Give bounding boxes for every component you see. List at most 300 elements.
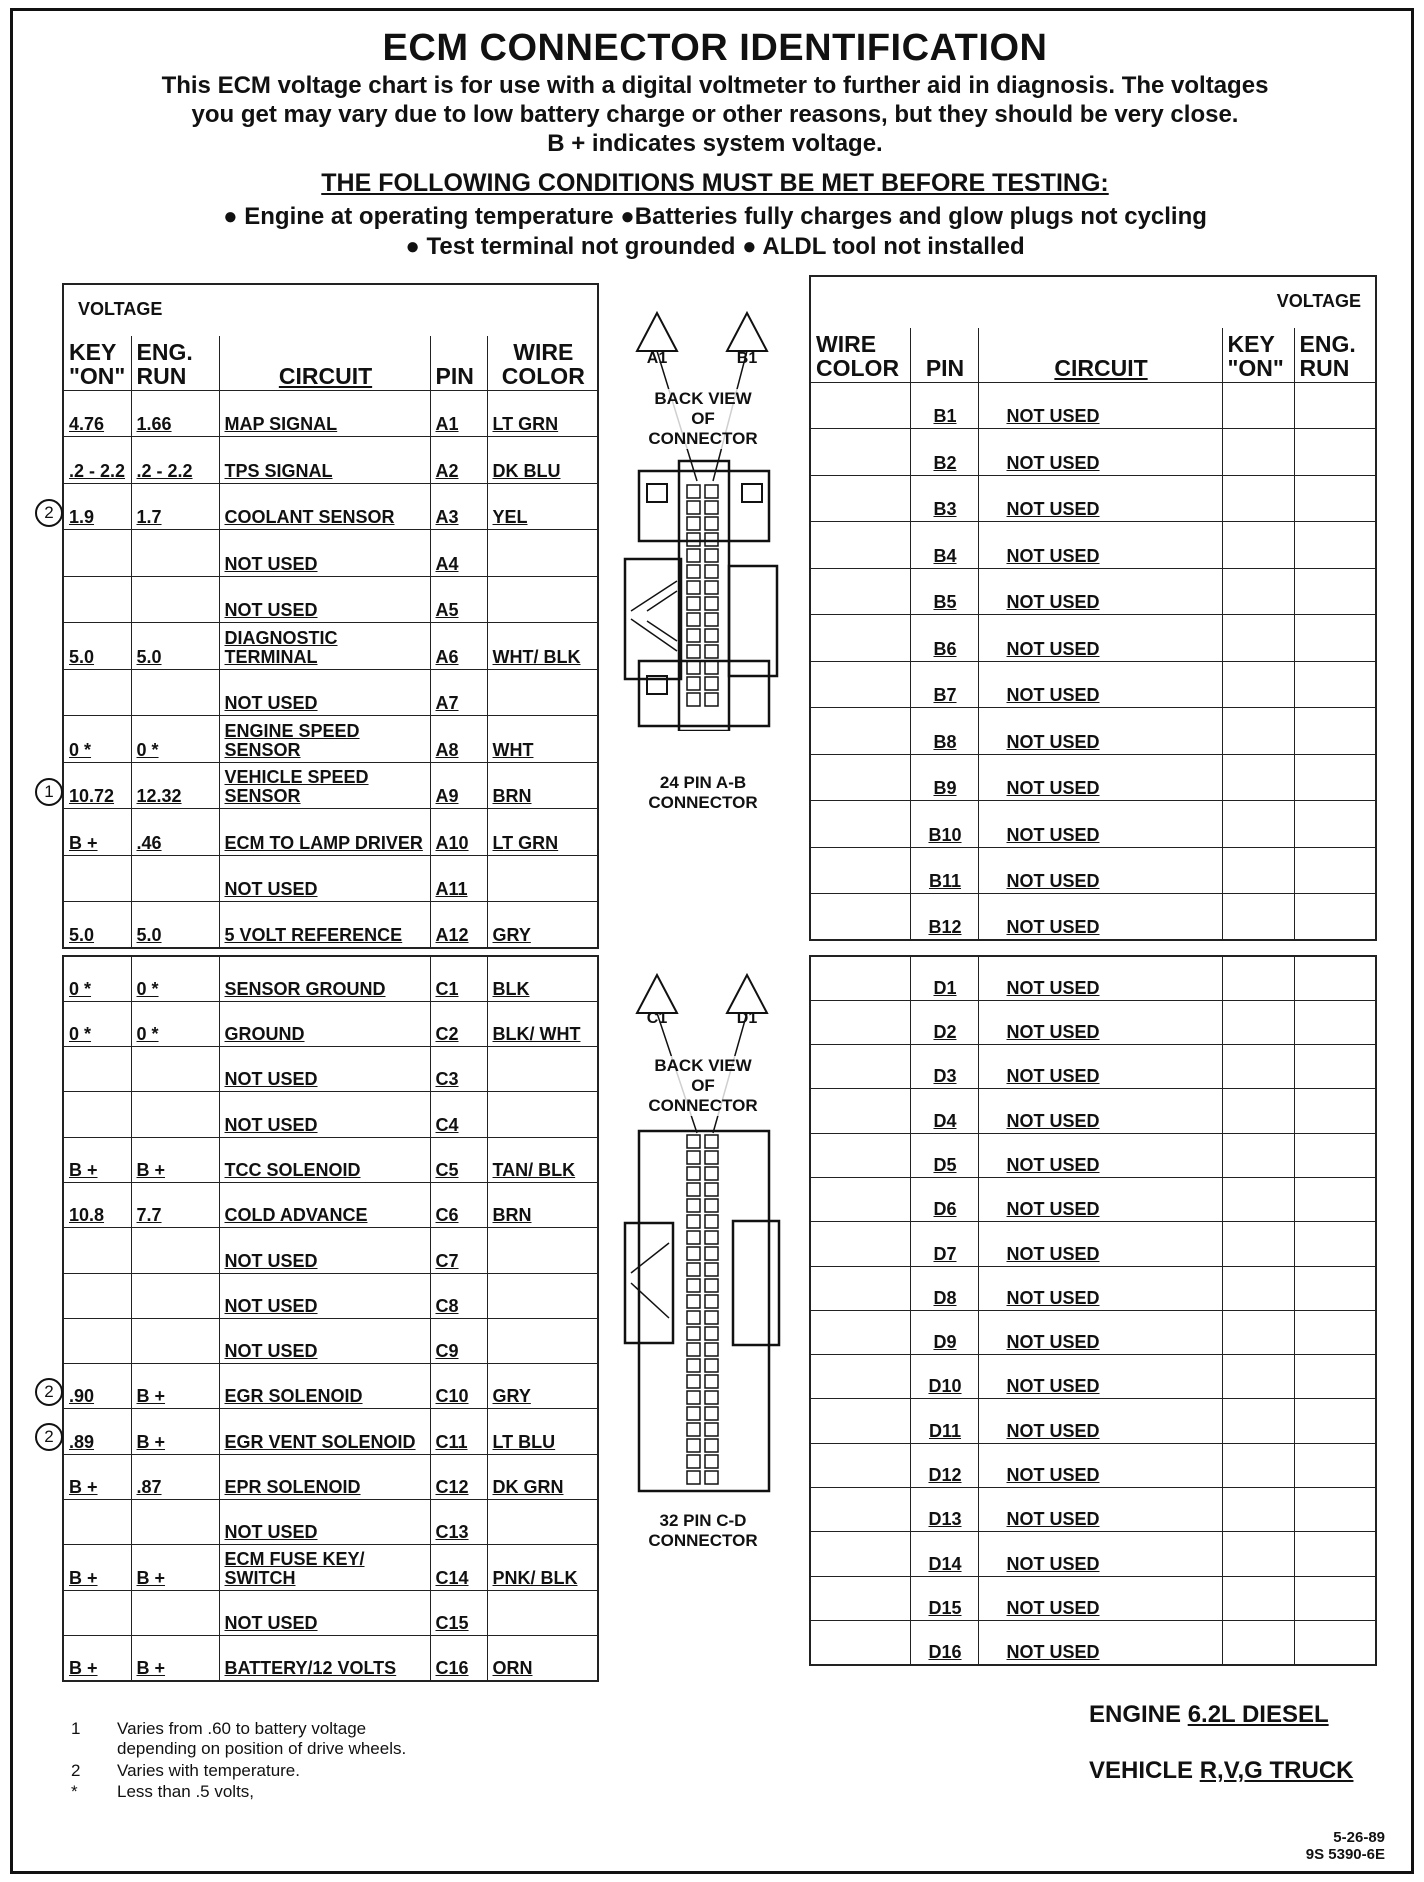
table-row [63, 1454, 598, 1499]
pin-id-text: C10 [435, 1386, 469, 1407]
wire-color [487, 956, 598, 1001]
table-row [810, 1532, 1376, 1576]
key-on-value [1222, 1089, 1294, 1133]
pin-id [430, 1137, 487, 1182]
pin-id [430, 437, 487, 484]
pin-id [910, 1576, 978, 1620]
eng-run-value [131, 762, 219, 809]
pin-id-text: B8 [933, 731, 957, 752]
eng-run-value-text: B + [136, 1431, 166, 1452]
eng-run-value [131, 1047, 219, 1092]
eng-run-value [1294, 1045, 1376, 1089]
table-row [810, 1089, 1376, 1133]
circuit-name-text: NOT USED [1006, 685, 1100, 705]
key-on-value [1222, 475, 1294, 522]
table-row [63, 1545, 598, 1590]
key-on-value [63, 716, 131, 763]
key-on-value [1222, 801, 1294, 848]
circuit-name [978, 475, 1222, 522]
circuit-name-text: NOT USED [1006, 592, 1100, 612]
key-on-value [1222, 708, 1294, 755]
circuit-name-text: ECM FUSE KEY/ SWITCH [224, 1548, 365, 1588]
eng-run-value [1294, 661, 1376, 708]
eng-run-value [1294, 956, 1376, 1000]
table-row [810, 475, 1376, 522]
pin-id [430, 1092, 487, 1137]
eng-run-value-text: 5.0 [136, 925, 162, 945]
doc-id [1263, 1829, 1385, 1863]
pin-id-text: D8 [933, 1287, 957, 1308]
pin-id-text: C5 [435, 1159, 459, 1180]
key-on-value [63, 1182, 131, 1227]
eng-run-value [131, 1364, 219, 1409]
pin-id [430, 716, 487, 763]
connector-pin [705, 629, 718, 642]
eng-run-value [1294, 1399, 1376, 1443]
key-on-value [1222, 1532, 1294, 1576]
conditions-line-1: ● Engine at operating temperature ●Batteries fully charges and glow plugs not cycling [223, 203, 1207, 230]
eng-run-value [131, 669, 219, 716]
key-on-value [1222, 1133, 1294, 1177]
connector-cd-label-c: C1 [646, 1010, 668, 1027]
pin-id [430, 576, 487, 623]
wire-color [810, 754, 910, 801]
wire-color [810, 956, 910, 1000]
wire-color [810, 1000, 910, 1044]
eng-run-value [131, 1182, 219, 1227]
key-on-value [63, 1454, 131, 1499]
doc-date: 5-26-89 [1333, 1829, 1385, 1846]
eng-run-value [1294, 568, 1376, 615]
pin-id [430, 1364, 487, 1409]
pin-id-text: B12 [928, 917, 962, 937]
table-row [63, 1092, 598, 1137]
pin-id [430, 1001, 487, 1046]
circuit-name [219, 1092, 430, 1137]
circuit-name [978, 1266, 1222, 1310]
connector-pin [705, 1263, 718, 1276]
table-d-pins [809, 955, 1377, 1666]
key-on-value-text: 10.8 [69, 1205, 105, 1226]
wire-color [810, 1089, 910, 1133]
wire-color-text: TAN/ BLK [492, 1159, 576, 1180]
pin-id [430, 669, 487, 716]
pin-id [430, 1047, 487, 1092]
pin-id [430, 1454, 487, 1499]
connector-pin [705, 1231, 718, 1244]
circuit-name-text: NOT USED [1006, 1509, 1100, 1530]
eng-run-value [1294, 847, 1376, 894]
table-row [63, 1137, 598, 1182]
pin-id-text: D13 [928, 1509, 962, 1530]
wire-color [810, 522, 910, 569]
wire-color [810, 1488, 910, 1532]
circuit-name-text: EGR VENT SOLENOID [224, 1431, 416, 1452]
key-on-value-text: 4.76 [69, 414, 105, 434]
key-on-value [1222, 1266, 1294, 1310]
wire-color-text: BLK/ WHT [492, 1024, 581, 1045]
pin-id-text: B7 [933, 685, 957, 705]
pin-id [430, 1590, 487, 1635]
table-row [63, 483, 598, 530]
pin-id-text: C4 [435, 1114, 459, 1135]
eng-run-value [1294, 1222, 1376, 1266]
col-circuit-right [978, 328, 1222, 382]
circuit-name [978, 1000, 1222, 1044]
col-pin-right-label: PIN [925, 354, 965, 381]
wire-color [487, 576, 598, 623]
table-a-pins [62, 283, 599, 949]
pin-id-text: D3 [933, 1066, 957, 1087]
key-on-value [63, 390, 131, 437]
eng-run-value [1294, 1310, 1376, 1354]
connector-pin [705, 1327, 718, 1340]
pin-id [430, 390, 487, 437]
table-row [63, 855, 598, 902]
key-on-value [63, 1228, 131, 1273]
wire-color [487, 437, 598, 484]
wire-color [810, 1399, 910, 1443]
footnote-1-line-1: Varies from .60 to battery voltage [117, 1719, 367, 1738]
intro-line-3: B + indicates system voltage. [547, 130, 883, 157]
engine-label: ENGINE [1089, 1701, 1182, 1728]
key-on-value [63, 669, 131, 716]
doc-number: 9S 5390-6E [1305, 1846, 1385, 1863]
pin-id-text: D7 [933, 1243, 957, 1264]
pin-id-text: D12 [928, 1465, 962, 1486]
table-row [63, 576, 598, 623]
footnote-1-mark: 1 [71, 1719, 81, 1738]
eng-run-value [131, 1590, 219, 1635]
eng-run-value-text: B + [136, 1567, 166, 1588]
wire-color-text: ORN [492, 1657, 533, 1678]
wire-color-text: WHT [492, 739, 534, 760]
key-on-value [1222, 1399, 1294, 1443]
pin-id-text: C13 [435, 1522, 469, 1543]
circuit-name [978, 615, 1222, 662]
col-key-on-right [1222, 328, 1294, 382]
connector-ab-back-view: BACK VIEW OF CONNECTOR [643, 389, 763, 449]
key-on-value-text: 1.9 [69, 507, 95, 527]
pin-id-text: C8 [435, 1295, 459, 1316]
pin-id [910, 661, 978, 708]
key-on-value [63, 1047, 131, 1092]
connector-pin [705, 581, 718, 594]
eng-run-value-text: 1.7 [136, 507, 162, 527]
eng-run-value [1294, 1089, 1376, 1133]
eng-run-value [1294, 1532, 1376, 1576]
eng-run-value [1294, 475, 1376, 522]
connector-cd-back-view: BACK VIEW OF CONNECTOR [643, 1056, 763, 1116]
table-row [810, 661, 1376, 708]
eng-run-value [131, 483, 219, 530]
wire-color [487, 902, 598, 949]
circuit-name-text: ENGINE SPEED SENSOR [224, 720, 360, 760]
eng-run-value-text: 5.0 [136, 646, 162, 667]
wire-color-text: LT BLU [492, 1431, 556, 1452]
col-wire-right [810, 328, 910, 382]
connector-pin [687, 1439, 700, 1452]
pin-id [910, 429, 978, 476]
connector-pin [687, 517, 700, 530]
connector-pin [687, 1327, 700, 1340]
connector-pin [687, 1407, 700, 1420]
pin-id [430, 530, 487, 577]
key-on-value [63, 956, 131, 1001]
circuit-name [978, 522, 1222, 569]
pin-id [430, 902, 487, 949]
wire-color-text: LT GRN [492, 414, 559, 434]
vehicle-label: VEHICLE [1089, 1757, 1194, 1784]
connector-pin [687, 501, 700, 514]
circuit-name [978, 1532, 1222, 1576]
wire-color [810, 801, 910, 848]
circuit-name-text: NOT USED [224, 693, 318, 713]
circuit-name-text: NOT USED [224, 1522, 318, 1543]
wire-color [487, 390, 598, 437]
pin-id-text: A5 [435, 600, 459, 620]
wire-color [487, 669, 598, 716]
connector-pin [705, 1471, 718, 1484]
pin-id [910, 1177, 978, 1221]
key-on-value [63, 902, 131, 949]
conditions-line-2: ● Test terminal not grounded ● ALDL tool not installed [405, 233, 1025, 260]
circuit-name [219, 1137, 430, 1182]
eng-run-value [131, 1409, 219, 1454]
circuit-name-text: NOT USED [1006, 1199, 1100, 1220]
pin-id-text: D14 [928, 1553, 962, 1574]
pin-id [430, 956, 487, 1001]
eng-run-value [1294, 894, 1376, 941]
circuit-name-text: NOT USED [1006, 452, 1100, 473]
table-d-body [810, 956, 1376, 1665]
col-wire-right-label: WIRE COLOR [816, 330, 900, 381]
table-c-body [63, 956, 598, 1681]
table-row [810, 708, 1376, 755]
connector-pin [705, 565, 718, 578]
table-row [63, 1318, 598, 1363]
connector-pin [687, 581, 700, 594]
eng-run-value [1294, 1620, 1376, 1664]
wire-color [487, 716, 598, 763]
wire-color [487, 1454, 598, 1499]
footnote-circle-marker: 2 [35, 499, 63, 527]
circuit-name [219, 437, 430, 484]
wire-color-text: DK BLU [492, 460, 561, 481]
connector-ab-caption-2: CONNECTOR [648, 793, 758, 812]
table-row [63, 902, 598, 949]
circuit-name-text: SENSOR GROUND [224, 978, 386, 999]
key-on-value [1222, 1620, 1294, 1664]
circuit-name-text: NOT USED [1006, 731, 1100, 752]
col-eng-run-label: ENG. RUN [136, 338, 193, 389]
circuit-name [219, 623, 430, 670]
eng-run-value [1294, 1000, 1376, 1044]
connector-pin [705, 645, 718, 658]
pin-id-text: D15 [928, 1597, 962, 1618]
pin-id [910, 475, 978, 522]
key-on-value [1222, 894, 1294, 941]
pin-id [910, 382, 978, 429]
connector-pin [687, 1199, 700, 1212]
eng-run-value-text: 0 * [136, 739, 159, 760]
col-pin [430, 336, 487, 390]
wire-color [810, 429, 910, 476]
wire-color [487, 1500, 598, 1545]
col-eng-run-right-label: ENG. RUN [1299, 330, 1356, 381]
table-row [63, 1273, 598, 1318]
circuit-name-text: EGR SOLENOID [224, 1386, 363, 1407]
key-on-value-text: .89 [69, 1431, 95, 1452]
wire-color [487, 1318, 598, 1363]
footnote-circle-marker: 1 [35, 778, 63, 806]
table-b-body [810, 382, 1376, 940]
connector-pin [687, 613, 700, 626]
table-row [810, 429, 1376, 476]
table-row [63, 1047, 598, 1092]
circuit-name-text: NOT USED [1006, 871, 1100, 891]
connector-pin [687, 1167, 700, 1180]
key-on-value-text: B + [69, 1567, 98, 1588]
pin-id-text: B5 [933, 592, 957, 612]
eng-run-value [131, 956, 219, 1001]
circuit-name [219, 1228, 430, 1273]
col-circuit-right-label: CIRCUIT [1054, 354, 1148, 381]
connector-pin [687, 1247, 700, 1260]
circuit-name [219, 1001, 430, 1046]
pin-id-text: C9 [435, 1341, 459, 1362]
page-title: ECM CONNECTOR IDENTIFICATION [382, 27, 1048, 69]
col-pin-right [910, 328, 978, 382]
wire-color [810, 568, 910, 615]
wire-color [810, 1576, 910, 1620]
wire-color [487, 483, 598, 530]
circuit-name [219, 1273, 430, 1318]
circuit-name [219, 1364, 430, 1409]
footnote-star-text: Less than .5 volts, [117, 1782, 255, 1801]
eng-run-value [131, 855, 219, 902]
circuit-name-text: ECM TO LAMP DRIVER [224, 832, 423, 853]
connector-pin [687, 1183, 700, 1196]
pin-id-text: A10 [435, 832, 469, 853]
table-row [63, 390, 598, 437]
connector-pin [705, 1423, 718, 1436]
pin-id [910, 1045, 978, 1089]
circuit-name [978, 1443, 1222, 1487]
connector-pin [705, 1439, 718, 1452]
pin-id-text: C3 [435, 1069, 459, 1090]
connector-pin [687, 533, 700, 546]
pin-id-text: C15 [435, 1612, 469, 1633]
eng-run-value-text: B + [136, 1386, 166, 1407]
wire-color [487, 1137, 598, 1182]
key-on-value [1222, 429, 1294, 476]
connector-pin [705, 1343, 718, 1356]
eng-run-value [131, 1318, 219, 1363]
connector-pin [705, 597, 718, 610]
wire-color [810, 1310, 910, 1354]
key-on-value [1222, 956, 1294, 1000]
voltage-label-right: VOLTAGE [1276, 291, 1362, 311]
col-eng-run-right [1294, 328, 1376, 382]
key-on-value-text: 5.0 [69, 646, 95, 667]
pin-id-text: B3 [933, 499, 957, 519]
pin-id-text: C12 [435, 1477, 469, 1498]
pin-id-text: A11 [435, 879, 468, 899]
table-row [810, 1310, 1376, 1354]
footnote-circle-marker: 2 [35, 1423, 63, 1451]
circuit-name-text: NOT USED [1006, 1641, 1100, 1662]
connector-pin [705, 661, 718, 674]
wire-color [810, 847, 910, 894]
pin-id [430, 809, 487, 856]
connector-pin [705, 1359, 718, 1372]
circuit-name-text: NOT USED [1006, 977, 1100, 998]
wire-color [487, 1273, 598, 1318]
connector-pin [705, 533, 718, 546]
pin-id-text: B11 [928, 871, 962, 891]
connector-pin [687, 645, 700, 658]
eng-run-value-text: B + [136, 1159, 166, 1180]
key-on-value-text: B + [69, 1159, 98, 1180]
eng-run-value [1294, 1177, 1376, 1221]
pin-id-text: A1 [435, 414, 459, 434]
wire-color [810, 475, 910, 522]
col-wire [487, 336, 598, 390]
pin-id [910, 1355, 978, 1399]
pin-id [430, 1635, 487, 1680]
wire-color-text: GRY [492, 925, 531, 945]
connector-pin [705, 1407, 718, 1420]
circuit-name [978, 568, 1222, 615]
table-row [63, 1001, 598, 1046]
pin-id-text: B9 [933, 778, 957, 798]
circuit-name-text: TCC SOLENOID [224, 1159, 361, 1180]
circuit-name-text: NOT USED [1006, 1597, 1100, 1618]
key-on-value-text: B + [69, 1657, 98, 1678]
key-on-value [63, 1318, 131, 1363]
circuit-name [219, 902, 430, 949]
pin-id-text: D5 [933, 1154, 957, 1175]
eng-run-value-text: 7.7 [136, 1205, 162, 1226]
key-on-value-text: 10.72 [69, 786, 115, 806]
eng-run-value [131, 530, 219, 577]
circuit-name [219, 1500, 430, 1545]
wire-color [810, 894, 910, 941]
pin-id-text: A8 [435, 739, 459, 760]
connector-pin [687, 693, 700, 706]
connector-pin [705, 1135, 718, 1148]
connector-pin [687, 1359, 700, 1372]
connector-pin [687, 1215, 700, 1228]
key-on-value [1222, 1355, 1294, 1399]
circuit-name-text: NOT USED [224, 1114, 318, 1135]
wire-color [487, 855, 598, 902]
circuit-name [978, 1576, 1222, 1620]
circuit-name [219, 716, 430, 763]
circuit-name [219, 956, 430, 1001]
key-on-value [63, 437, 131, 484]
circuit-name [978, 801, 1222, 848]
circuit-name-text: BATTERY/12 VOLTS [224, 1657, 397, 1678]
pin-id-text: A9 [435, 786, 459, 806]
connector-pin [705, 1391, 718, 1404]
connector-cd-pins [687, 1135, 718, 1484]
connector-pin [687, 1231, 700, 1244]
table-row [63, 530, 598, 577]
wire-color [487, 1092, 598, 1137]
key-on-value [63, 530, 131, 577]
